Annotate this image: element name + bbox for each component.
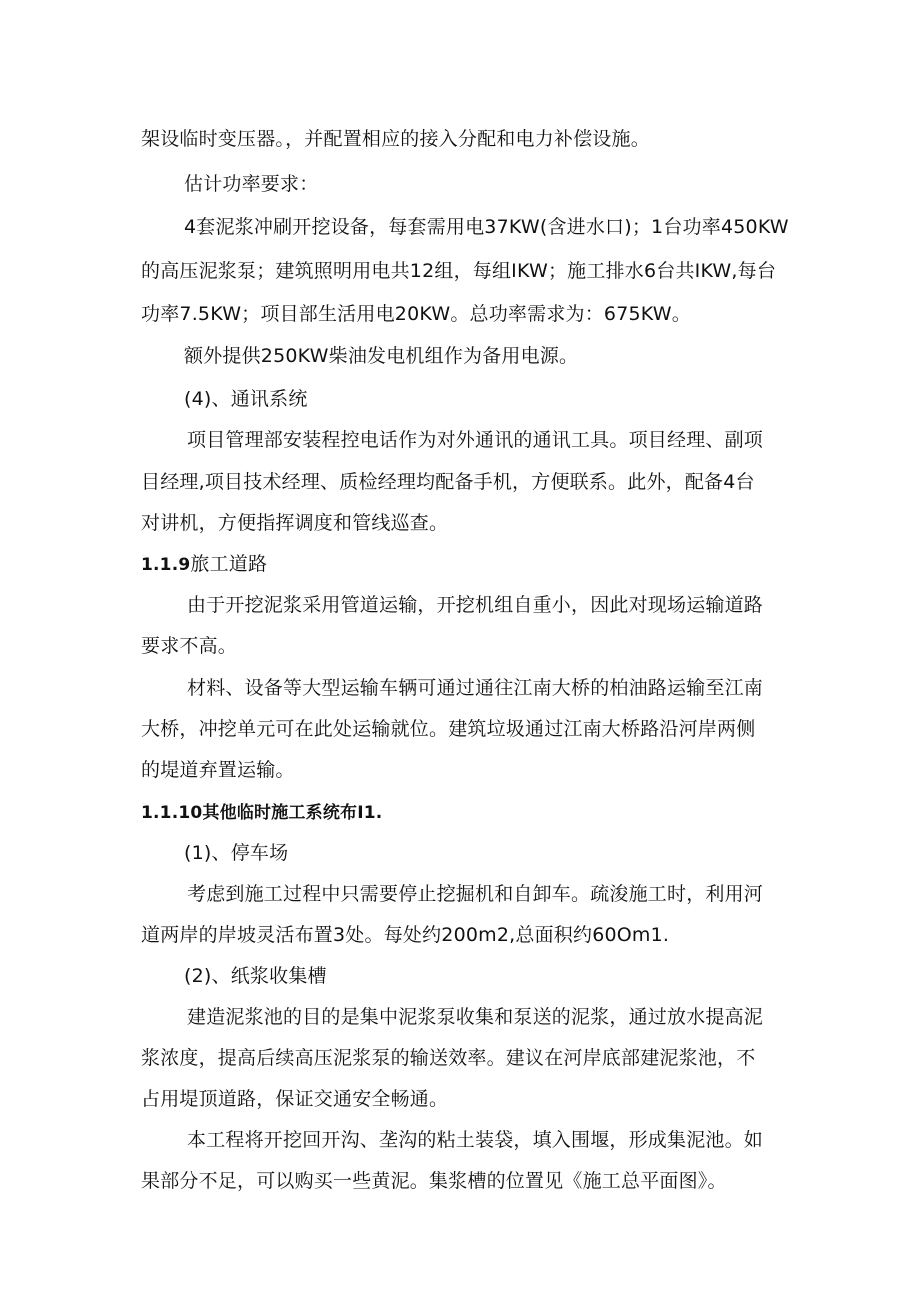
paragraph-line: 浆浓度，提高后续高压泥浆泵的输送效率。建议在河岸底部建泥浆池，不: [141, 1047, 756, 1069]
section-number: 1.1.9: [141, 555, 191, 575]
paragraph-line: 材料、设备等大型运输车辆可通过通往江南大桥的柏油路运输至江南: [187, 677, 764, 699]
paragraph-line: 架设临时变压器。，并配置相应的接入分配和电力补偿设施。: [141, 128, 650, 150]
subsection-heading: (2)、纸浆收集槽: [184, 965, 327, 987]
paragraph-line: 对讲机，方便指挥调度和管线巡查。: [141, 512, 449, 534]
section-title: 旅工道路: [190, 553, 268, 575]
subsection-heading: (1)、停车场: [184, 842, 289, 864]
paragraph-line: 的高压泥浆泵；建筑照明用电共12组，每组IKW；施工排水6台共IKW,每台: [141, 260, 777, 282]
paragraph-line: 4套泥浆冲刷开挖设备，每套需用电37KW(含进水口)；1台功率450KW: [184, 216, 789, 238]
subsection-heading: (4)、通讯系统: [184, 388, 308, 410]
paragraph-line: 的堤道弃置运输。: [141, 759, 295, 781]
paragraph-line: 建造泥浆池的目的是集中泥浆泵收集和泵送的泥浆，通过放水提高泥: [187, 1006, 764, 1028]
section-heading: [141, 551, 267, 578]
paragraph-line: 估计功率要求：: [184, 173, 319, 195]
paragraph-line: 项目管理部安装程控电话作为对外通讯的通讯工具。项目经理、副项: [187, 429, 764, 451]
paragraph-line: 功率7.5KW；项目部生活用电20KW。总功率需求为：675KW。: [141, 303, 691, 325]
paragraph-line: 占用堤顶道路，保证交通安全畅通。: [141, 1088, 449, 1110]
paragraph-line: 大桥，冲挖单元可在此处运输就位。建筑垃圾通过江南大桥路沿河岸两侧: [141, 718, 756, 740]
section-heading: 1.1.10其他临时施工系统布I1.: [141, 803, 383, 823]
paragraph-line: 本工程将开挖回开沟、垄沟的粘土装袋，填入围堰，形成集泥池。如: [187, 1129, 764, 1151]
paragraph-line: 由于开挖泥浆采用管道运输，开挖机组自重小，因此对现场运输道路: [187, 594, 764, 616]
paragraph-line: 果部分不足，可以购买一些黄泥。集浆槽的位置见《施工总平面图》。: [141, 1170, 727, 1192]
paragraph-line: 考虑到施工过程中只需要停止挖掘机和自卸车。疏浚施工时，利用河: [187, 883, 764, 905]
paragraph-line: 目经理,项目技术经理、质检经理均配备手机，方便联系。此外，配备4台: [141, 471, 755, 493]
paragraph-line: 要求不高。: [141, 635, 238, 657]
paragraph-line: 额外提供250KW柴油发电机组作为备用电源。: [184, 345, 579, 367]
paragraph-line: 道两岸的岸坡灵活布置3处。每处约200m2,总面积约60Om1.: [141, 924, 670, 946]
